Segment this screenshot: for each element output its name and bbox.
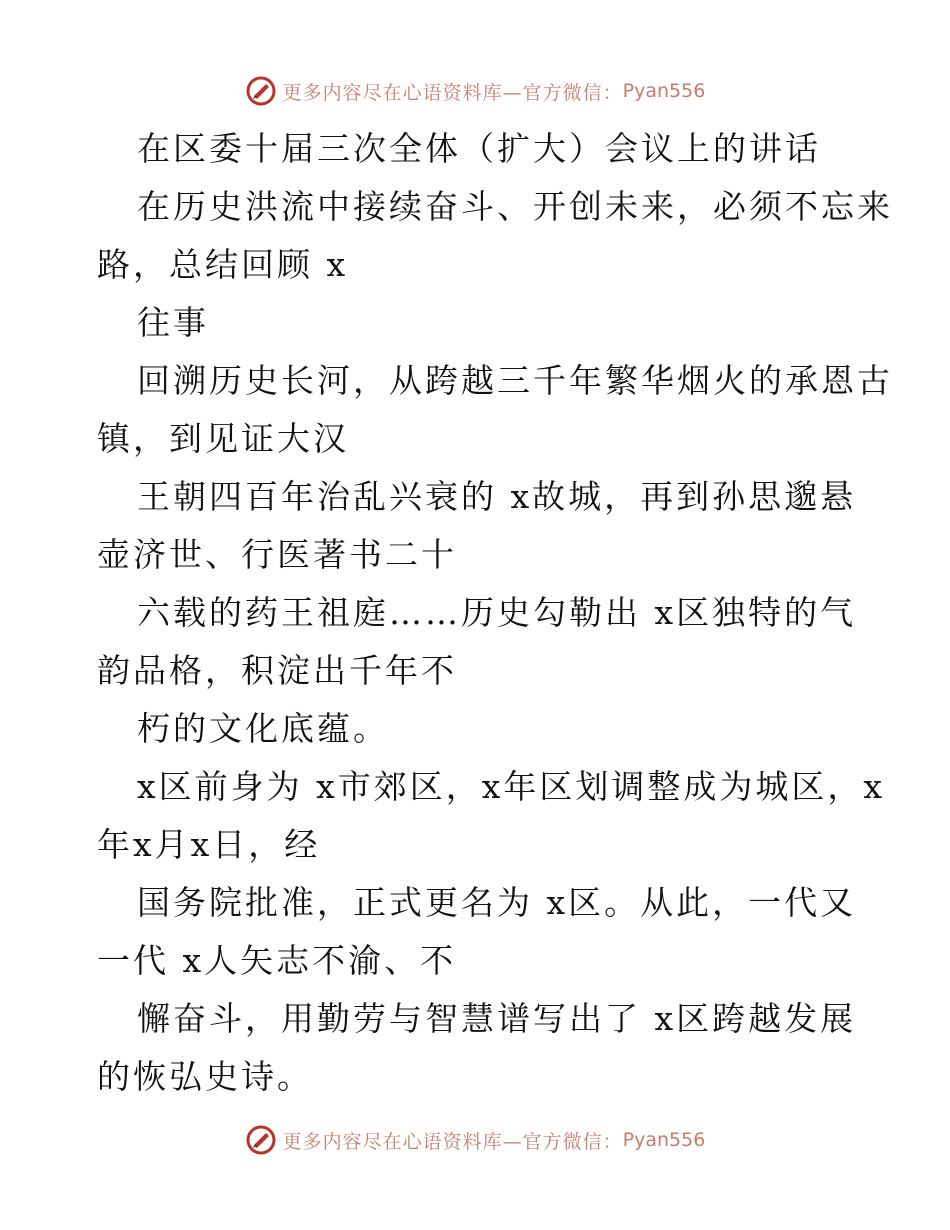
paragraph-line: 王朝四百年治乱兴衰的 x故城，再到孙思邈悬 (137, 477, 857, 516)
document-body (97, 120, 893, 1106)
paragraph-line: 路，总结回顾 x (97, 245, 349, 284)
paragraph-line: 镇，到见证大汉 (97, 419, 349, 458)
brand-logo-icon (245, 1124, 277, 1156)
paragraph-line: 六载的药王祖庭……历史勾勒出 x区独特的气 (137, 593, 857, 632)
paragraph-line: 懈奋斗，用勤劳与智慧谱写出了 x区跨越发展 (137, 999, 857, 1038)
banner-text: 更多内容尽在心语资料库—官方微信： (282, 1130, 623, 1153)
footer-watermark-banner (0, 1120, 950, 1160)
paragraph-line: 韵品格，积淀出千年不 (97, 651, 457, 690)
paragraph-line: 的恢弘史诗。 (97, 1057, 313, 1096)
paragraph-line: 年x月x日，经 (97, 825, 321, 864)
paragraph-line: 回溯历史长河，从跨越三千年繁华烟火的承恩古 (137, 361, 893, 400)
banner-wechat-id: Pyan556 (622, 80, 706, 102)
paragraph-line: 在历史洪流中接续奋斗、开创未来，必须不忘来 (137, 187, 893, 226)
banner-wechat-id: Pyan556 (622, 1129, 706, 1151)
paragraph-line: 往事 (137, 303, 209, 342)
paragraph-line: 朽的文化底蕴。 (137, 709, 389, 748)
header-watermark-banner (0, 71, 950, 111)
document-title: 在区委十届三次全体（扩大）会议上的讲话 (137, 129, 821, 168)
brand-logo-icon (245, 75, 277, 107)
paragraph-line: 壶济世、行医著书二十 (97, 535, 457, 574)
paragraph-line: 一代 x人矢志不渝、不 (97, 941, 457, 980)
paragraph-line: 国务院批准，正式更名为 x区。从此，一代又 (137, 883, 857, 922)
banner-text: 更多内容尽在心语资料库—官方微信： (282, 81, 623, 104)
paragraph-line: x区前身为 x市郊区，x年区划调整成为城区，x (137, 767, 885, 806)
